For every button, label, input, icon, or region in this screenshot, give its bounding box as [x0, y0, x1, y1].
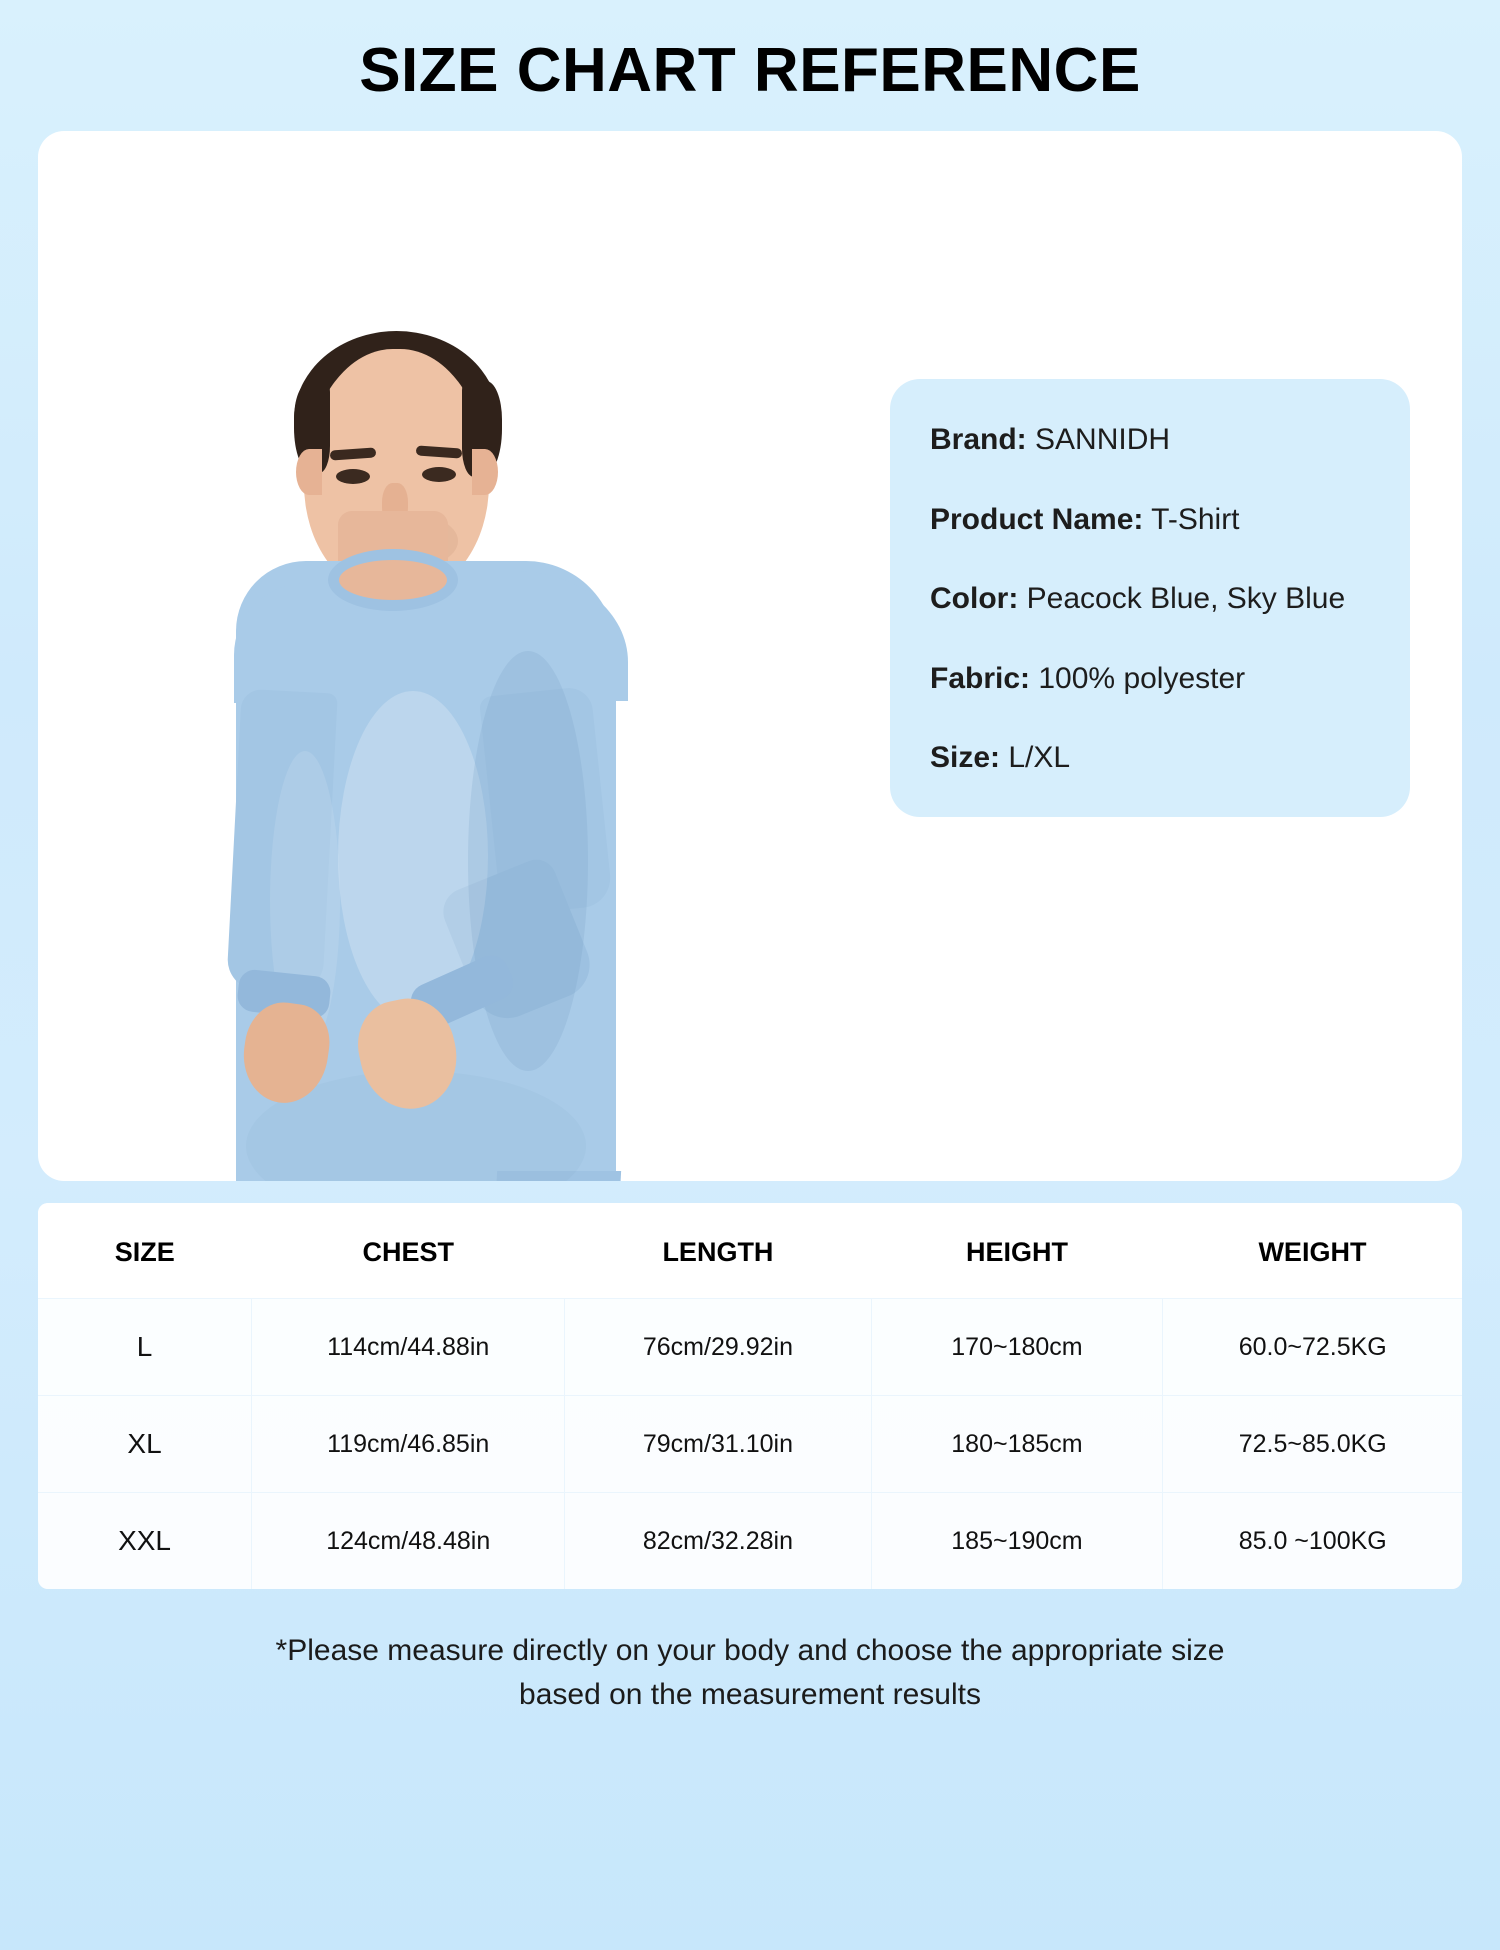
model-photo [38, 131, 738, 1181]
info-label-fabric: Fabric: [930, 661, 1031, 695]
info-row-fabric [930, 660, 1370, 698]
product-info-card [890, 379, 1410, 817]
table-row [38, 1299, 1462, 1396]
footnote-line-2: based on the measurement results [519, 1677, 981, 1711]
info-row-color [930, 580, 1370, 618]
info-label-brand: Brand: [930, 423, 1027, 457]
cell-size: L [38, 1299, 252, 1396]
info-label-product-name: Product Name: [930, 502, 1144, 536]
info-row-size [930, 739, 1370, 777]
cell-chest: 114cm/44.88in [252, 1299, 565, 1396]
page-title: SIZE CHART REFERENCE [359, 36, 1141, 105]
cell-height: 180~185cm [871, 1396, 1163, 1493]
header-weight: WEIGHT [1163, 1203, 1462, 1299]
cell-weight: 60.0~72.5KG [1163, 1299, 1462, 1396]
measurement-footnote [38, 1629, 1462, 1716]
header-size: SIZE [38, 1203, 252, 1299]
hero-card [38, 131, 1462, 1181]
table-row [38, 1396, 1462, 1493]
info-value-size: L/XL [1008, 741, 1071, 775]
header-height: HEIGHT [871, 1203, 1163, 1299]
info-value-color: Peacock Blue, Sky Blue [1026, 582, 1346, 616]
footnote-line-1: *Please measure directly on your body and choose the appropriate size [275, 1634, 1225, 1668]
header-length: LENGTH [565, 1203, 871, 1299]
cell-weight: 72.5~85.0KG [1163, 1396, 1462, 1493]
ear-left [296, 449, 322, 495]
ear-right [472, 449, 498, 495]
cell-length: 79cm/31.10in [565, 1396, 871, 1493]
size-table [38, 1203, 1462, 1589]
cell-size: XXL [38, 1493, 252, 1590]
collar [328, 549, 458, 611]
cell-height: 185~190cm [871, 1493, 1163, 1590]
cell-height: 170~180cm [871, 1299, 1163, 1396]
info-value-brand: SANNIDH [1035, 423, 1171, 457]
cell-length: 76cm/29.92in [565, 1299, 871, 1396]
cell-chest: 119cm/46.85in [252, 1396, 565, 1493]
cell-length: 82cm/32.28in [565, 1493, 871, 1590]
fabric-shadow [468, 651, 588, 1071]
eye-right [422, 467, 456, 482]
info-label-size: Size: [930, 741, 1001, 775]
eye-left [336, 469, 370, 484]
info-row-brand [930, 421, 1370, 459]
cell-chest: 124cm/48.48in [252, 1493, 565, 1590]
table-row [38, 1493, 1462, 1590]
table-header-row [38, 1203, 1462, 1299]
info-value-fabric: 100% polyester [1038, 661, 1246, 695]
header-chest: CHEST [252, 1203, 565, 1299]
cell-weight: 85.0 ~100KG [1163, 1493, 1462, 1590]
size-table-container [38, 1203, 1462, 1589]
info-label-color: Color: [930, 582, 1019, 616]
info-row-product-name [930, 501, 1370, 539]
cell-size: XL [38, 1396, 252, 1493]
info-value-product-name: T-Shirt [1151, 502, 1240, 536]
